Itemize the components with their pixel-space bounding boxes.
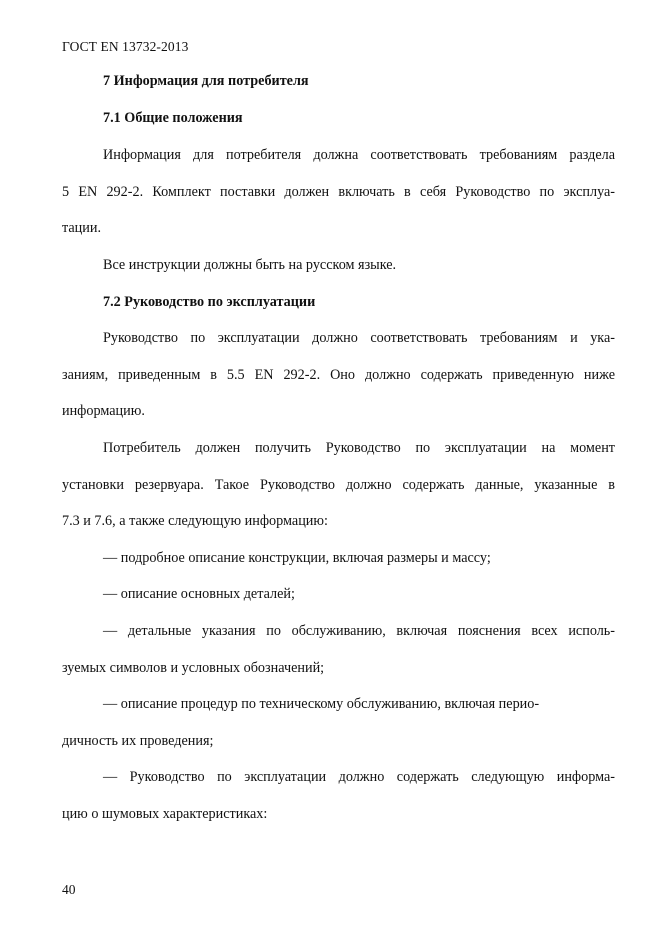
paragraph-line: информацию. <box>62 403 145 419</box>
page-number: 40 <box>62 882 76 897</box>
subsection-title-7-2: 7.2 Руководство по эксплуатации <box>103 294 316 310</box>
list-item-continuation: зуемых символов и условных обозначений; <box>62 660 325 676</box>
list-item-continuation: дичность их проведения; <box>62 733 214 749</box>
paragraph-line: Потребитель должен получить Руководство по эксплуатации на момент <box>103 440 615 456</box>
section-title: 7 Информация для потребителя <box>103 73 309 89</box>
paragraph-line: установки резервуара. Такое Руководство должно содержать данные, указанные в <box>62 477 615 493</box>
paragraph-line: Руководство по эксплуатации должно соответствовать требованиям и ука- <box>103 330 615 346</box>
paragraph-line: 7.3 и 7.6, а также следующую информацию: <box>62 513 328 529</box>
list-item: — описание основных деталей; <box>103 586 295 602</box>
paragraph-line: заниям, приведенным в 5.5 EN 292-2. Оно должно содержать приведенную ниже <box>62 367 615 383</box>
list-item: — детальные указания по обслуживанию, включая пояснения всех исполь- <box>103 623 615 639</box>
document-code-header: ГОСТ EN 13732-2013 <box>62 39 189 54</box>
paragraph-line: тации. <box>62 220 101 236</box>
paragraph-line: 5 EN 292-2. Комплект поставки должен включать в себя Руководство по эксплуа- <box>62 184 615 200</box>
paragraph-line: Все инструкции должны быть на русском языке. <box>103 257 397 273</box>
paragraph-line: Информация для потребителя должна соответствовать требованиям раздела <box>103 147 615 163</box>
list-item-continuation: цию о шумовых характеристиках: <box>62 806 268 822</box>
subsection-title-7-1: 7.1 Общие положения <box>103 110 243 126</box>
list-item: — подробное описание конструкции, включая размеры и массу; <box>103 550 491 566</box>
list-item: — Руководство по эксплуатации должно содержать следующую информа- <box>103 769 615 785</box>
list-item: — описание процедур по техническому обслуживанию, включая перио- <box>103 696 540 712</box>
